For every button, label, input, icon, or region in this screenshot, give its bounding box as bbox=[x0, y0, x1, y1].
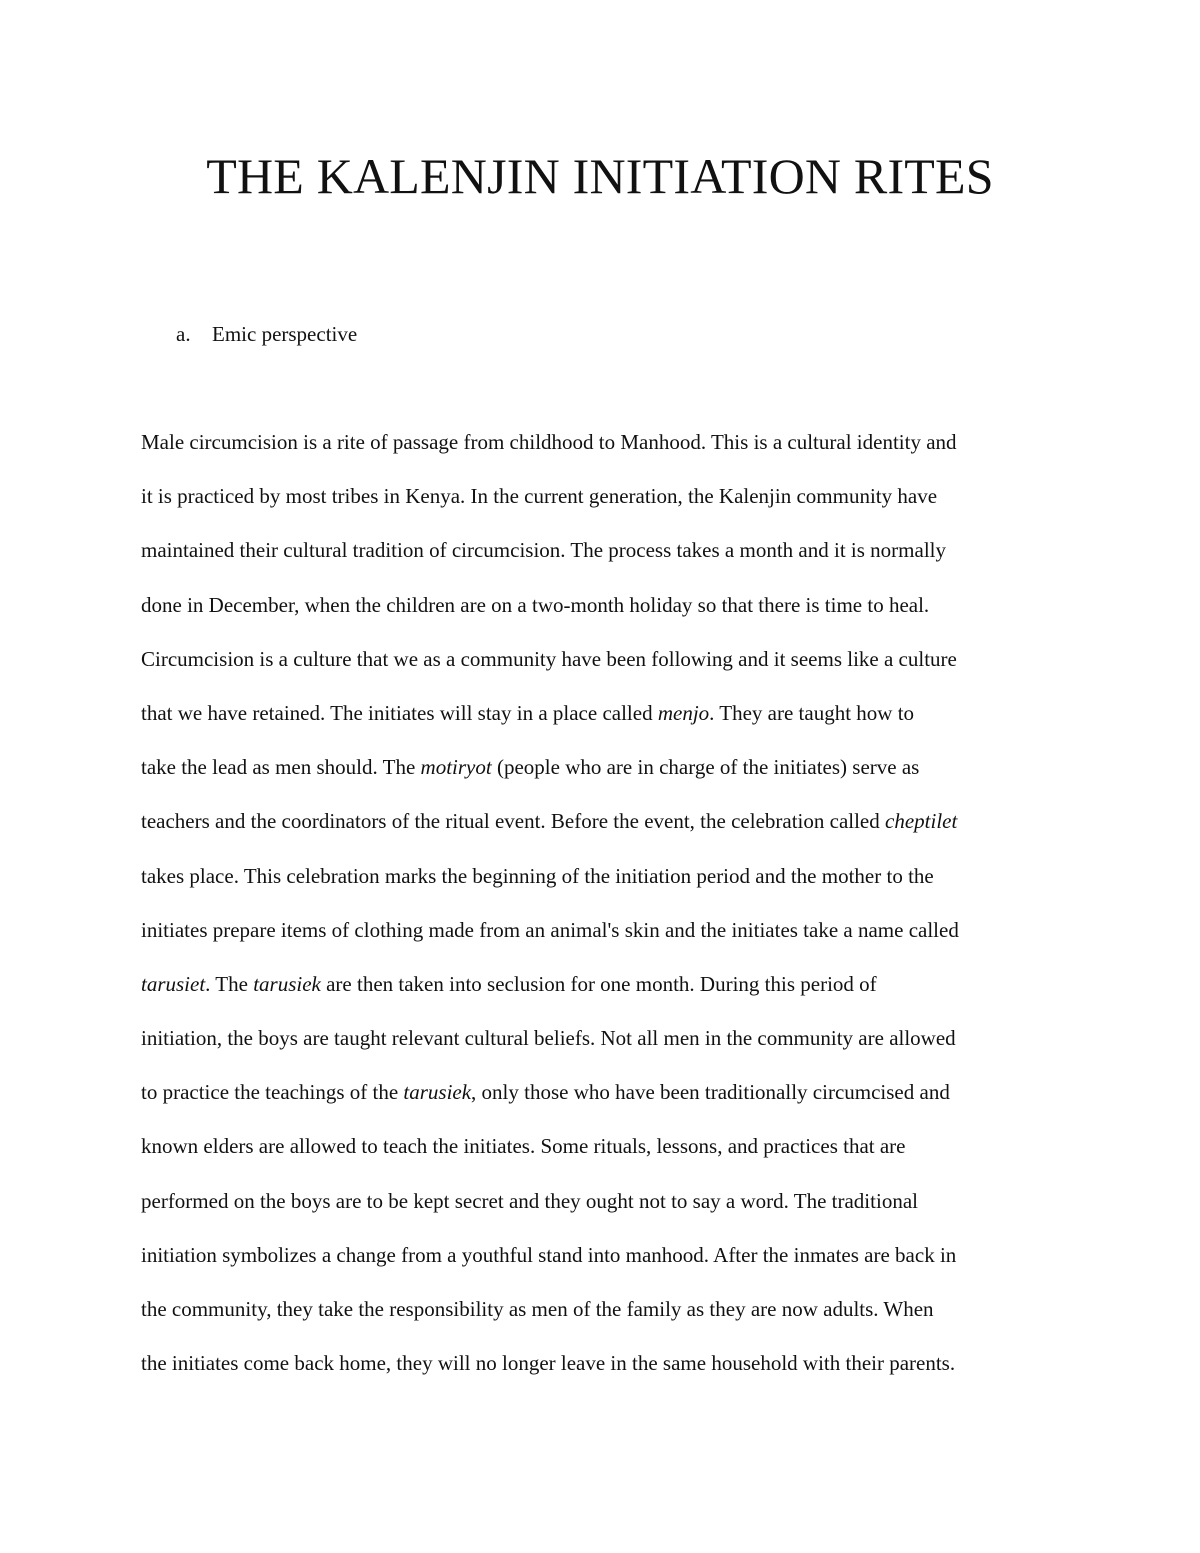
text-run: maintained their cultural tradition of circumcision. The process takes a month and it is normally bbox=[141, 538, 946, 563]
text-run: known elders are allowed to teach the initiates. Some rituals, lessons, and practices that are bbox=[141, 1134, 906, 1159]
section-heading bbox=[176, 320, 357, 348]
italic-term: tarusiet bbox=[141, 971, 206, 996]
text-line bbox=[141, 1236, 1061, 1290]
text-line bbox=[141, 423, 1061, 477]
text-run: the community, they take the responsibility as men of the family as they are now adults. When bbox=[141, 1297, 934, 1321]
italic-term: menjo bbox=[657, 700, 710, 725]
text-line bbox=[141, 802, 1061, 856]
text-run: Male circumcision is a rite of passage from childhood to Manhood. This is a cultural identity and bbox=[141, 430, 957, 454]
italic-term: tarusiek bbox=[253, 971, 321, 996]
text-run: that we have retained. The initiates will stay in a place called bbox=[141, 700, 658, 725]
text-run: are then taken into seclusion for one month. During this period of bbox=[320, 971, 877, 996]
text-run: to practice the teachings of the bbox=[141, 1080, 404, 1105]
text-run: teachers and the coordinators of the ritual event. Before the event, the celebration called bbox=[141, 809, 886, 834]
text-line bbox=[141, 640, 1061, 694]
italic-term: tarusiek bbox=[403, 1080, 472, 1105]
text-line bbox=[141, 531, 1061, 585]
text-run: take the lead as men should. The bbox=[141, 755, 421, 780]
text-line bbox=[141, 586, 1061, 640]
text-run: initiates prepare items of clothing made from an animal's skin and the initiates take a name called bbox=[141, 917, 959, 942]
text-line bbox=[141, 965, 1061, 1019]
text-run: the initiates come back home, they will no longer leave in the same household with their parents. bbox=[141, 1351, 956, 1376]
italic-term: motiryot bbox=[420, 755, 492, 780]
text-line bbox=[141, 857, 1061, 911]
text-line bbox=[141, 1073, 1061, 1127]
text-run: . They are taught how to bbox=[709, 700, 915, 725]
text-run: it is practiced by most tribes in Kenya. In the current generation, the Kalenjin community have bbox=[141, 484, 938, 509]
text-line bbox=[141, 694, 1061, 748]
text-run: (people who are in charge of the initiates) serve as bbox=[491, 755, 920, 780]
list-marker: a. bbox=[176, 322, 191, 346]
text-line bbox=[141, 1127, 1061, 1181]
text-line bbox=[141, 1290, 1061, 1344]
text-run: done in December, when the children are on a two-month holiday so that there is time to heal. bbox=[141, 592, 930, 617]
text-line bbox=[141, 911, 1061, 965]
text-line bbox=[141, 1019, 1061, 1073]
text-run: initiation, the boys are taught relevant cultural beliefs. Not all men in the community are allowed bbox=[141, 1026, 956, 1051]
text-line bbox=[141, 748, 1061, 802]
document-title: THE KALENJIN INITIATION RITES bbox=[206, 148, 994, 204]
text-run: . The bbox=[205, 971, 254, 996]
section-heading-text: Emic perspective bbox=[212, 322, 358, 346]
text-line bbox=[141, 477, 1061, 531]
body-paragraph bbox=[141, 423, 1061, 1398]
text-run: takes place. This celebration marks the beginning of the initiation period and the mother to the bbox=[141, 863, 934, 888]
text-line bbox=[141, 1182, 1061, 1236]
text-line bbox=[141, 1344, 1061, 1398]
text-run: Circumcision is a culture that we as a community have been following and it seems like a culture bbox=[141, 646, 957, 671]
text-run: initiation symbolizes a change from a youthful stand into manhood. After the inmates are back in bbox=[141, 1242, 957, 1267]
italic-term: cheptilet bbox=[885, 809, 958, 834]
text-run: performed on the boys are to be kept secret and they ought not to say a word. The traditional bbox=[141, 1188, 918, 1213]
text-run: , only those who have been traditionally circumcised and bbox=[471, 1080, 950, 1105]
